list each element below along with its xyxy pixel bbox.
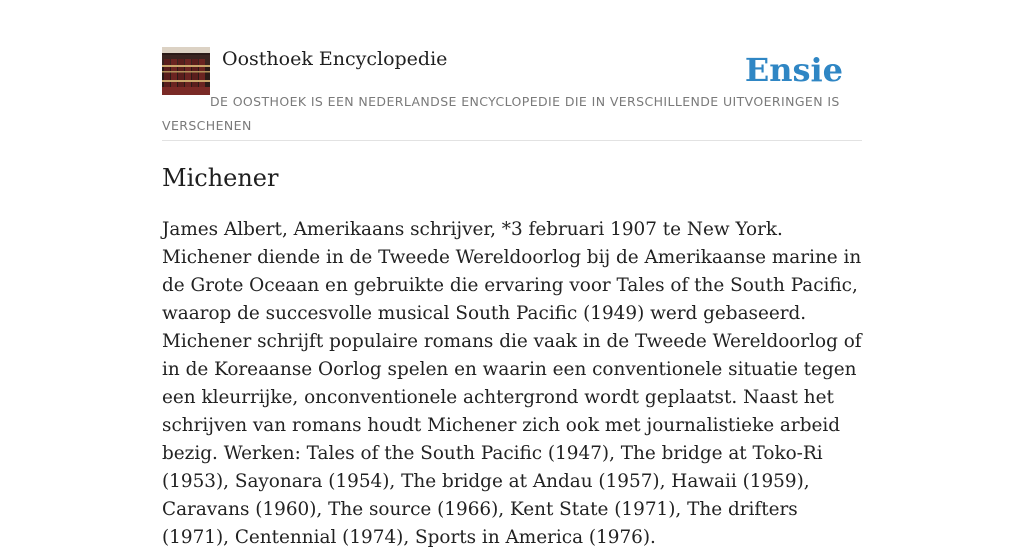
source-tagline: DE OOSTHOEK IS EEN NEDERLANDSE ENCYCLOPEDIE DIE IN VERSCHILLENDE UITVOERINGEN IS VERSCHENEN — [162, 94, 840, 133]
source-title[interactable]: Oosthoek Encyclopedie — [222, 48, 448, 70]
article-body: James Albert, Amerikaans schrijver, *3 februari 1907 te New York. Michener diende in de Tweede Wereldoorlog bij de Amerikaanse marine in de Grote Oceaan en gebruikte die ervaring voor Tales of the South Pacific, waarop de succesvolle musical South Pacific (1949) werd gebaseerd. Michener schrijft populaire romans die vaak in de Tweede Wereldoorlog of in de Koreaanse Oorlog spelen en waarin een conventionele situatie tegen een kleurrijke, onconventionele achtergrond wordt geplaatst. Naast het schrijven van romans houdt Michener zich ook met journalistieke arbeid bezig. Werken: Tales of the South Pacific (1947), The bridge at Toko-Ri (1953), Sayonara (1954), The bridge at Andau (1957), Hawaii (1959), Caravans (1960), The source (1966), Kent State (1971), The drifters (1971), Centennial (1974), Sports in America (1976). — [162, 219, 862, 548]
brand-logo[interactable]: Ensie — [744, 51, 843, 89]
book-spines-icon — [162, 47, 210, 95]
article-title: Michener — [162, 164, 279, 192]
source-header — [162, 44, 862, 141]
source-avatar[interactable] — [162, 47, 210, 95]
